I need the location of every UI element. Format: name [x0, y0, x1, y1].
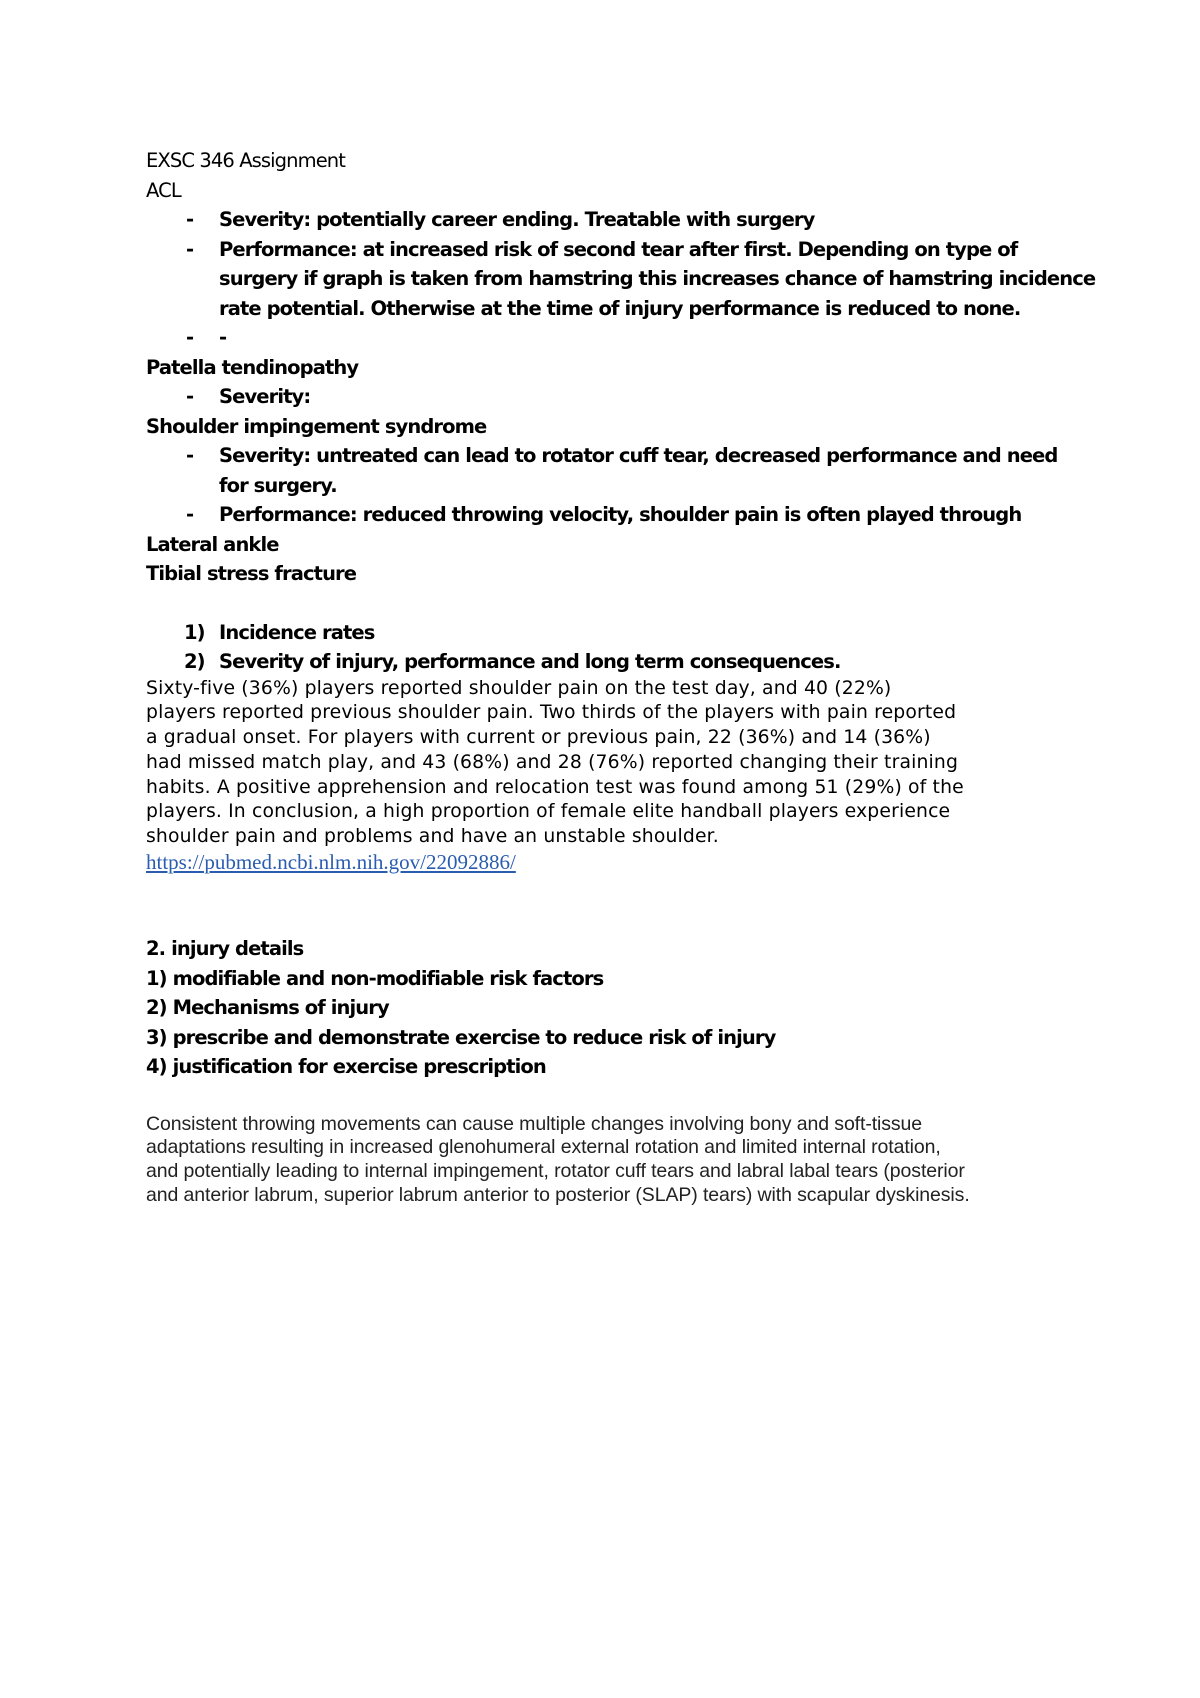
document-title: EXSC 346 Assignment — [146, 149, 345, 172]
abstract-line: shoulder pain and problems and have an unstable shoulder. — [146, 826, 719, 848]
abstract-line: Sixty-five (36%) players reported shoulder pain on the test day, and 40 (22%) — [146, 677, 892, 699]
acl-severity-item — [146, 205, 1076, 235]
shoulder-severity-item — [146, 441, 1076, 500]
shoulder-bullet-list — [146, 441, 1076, 530]
acl-severity-text: Severity: potentially career ending. Treatable with surgery — [219, 208, 815, 231]
spacer — [146, 1082, 1076, 1113]
bullet-dash: - — [186, 237, 194, 261]
item-text: Incidence rates — [219, 620, 375, 644]
item-number: 1) — [184, 620, 205, 644]
numbered-list — [146, 618, 1076, 677]
injury-details-item: 3) prescribe and demonstrate exercise to reduce risk of injury — [146, 1025, 776, 1049]
item-number: 2) — [184, 650, 205, 673]
acl-performance-line-1: Performance: at increased risk of second tear after first. Depending on type of — [219, 237, 1018, 261]
abstract-paragraph — [146, 677, 1076, 851]
pubmed-link[interactable]: https://pubmed.ncbi.nlm.nih.gov/22092886/ — [146, 850, 516, 875]
closing-line: and anterior labrum, superior labrum anterior to posterior (SLAP) tears) with scapular dyskinesis. — [146, 1183, 970, 1206]
lateral-ankle-heading: Lateral ankle — [146, 532, 279, 556]
bullet-dash: - — [186, 444, 194, 467]
abstract-line: habits. A positive apprehension and relocation test was found among 51 (29%) of the — [146, 776, 964, 798]
abstract-line: a gradual onset. For players with current or previous pain, 22 (36%) and 14 (36%) — [146, 727, 931, 749]
document-body — [146, 146, 1096, 1207]
closing-line: and potentially leading to internal impingement, rotator cuff tears and labral labal tears (posterior — [146, 1159, 965, 1182]
abstract-line: players reported previous shoulder pain. Two thirds of the players with pain reported — [146, 702, 957, 724]
tibial-heading: Tibial stress fracture — [146, 562, 357, 585]
injury-details-item: 4) justification for exercise prescription — [146, 1055, 546, 1079]
shoulder-severity-line-1: Severity: untreated can lead to rotator cuff tear, decreased performance and need — [219, 444, 1058, 467]
patella-severity-item — [146, 382, 1076, 412]
closing-line: Consistent throwing movements can cause multiple changes involving bony and soft-tissue — [146, 1112, 923, 1135]
shoulder-heading: Shoulder impingement syndrome — [146, 414, 487, 438]
abstract-line: had missed match play, and 43 (68%) and 28 (76%) reported changing their training — [146, 751, 959, 773]
closing-paragraph — [146, 1113, 1076, 1208]
injury-details-heading: 2. injury details — [146, 937, 304, 961]
acl-heading: ACL — [146, 178, 181, 202]
closing-line: adaptations resulting in increased glenohumeral external rotation and limited internal rotation, — [146, 1136, 941, 1159]
bullet-dash: - — [186, 385, 194, 408]
injury-details-item: 1) modifiable and non-modifiable risk factors — [146, 966, 604, 990]
bullet-dash: - — [186, 503, 194, 526]
patella-heading: Patella tendinopathy — [146, 355, 359, 379]
spacer — [146, 589, 1076, 618]
shoulder-performance-item — [146, 500, 1076, 530]
injury-details-item: 2) Mechanisms of injury — [146, 996, 389, 1020]
numbered-item — [146, 618, 1076, 648]
nested-dash: - — [219, 326, 227, 349]
acl-empty-item — [146, 323, 1076, 353]
acl-performance-line-2: surgery if graph is taken from hamstring this increases chance of hamstring incidence — [219, 267, 1096, 290]
spacer — [146, 874, 1076, 934]
bullet-dash: - — [186, 208, 194, 231]
bullet-dash: - — [186, 326, 194, 349]
acl-performance-item — [146, 235, 1096, 324]
patella-severity-text: Severity: — [219, 385, 311, 408]
abstract-line: players. In conclusion, a high proportion of female elite handball players experience — [146, 801, 951, 823]
patella-bullet-list — [146, 382, 1076, 412]
item-text: Severity of injury, performance and long term consequences. — [219, 650, 841, 673]
acl-performance-line-3: rate potential. Otherwise at the time of injury performance is reduced to none. — [219, 296, 1021, 320]
shoulder-severity-line-2: for surgery. — [219, 473, 337, 497]
shoulder-performance-text: Performance: reduced throwing velocity, shoulder pain is often played through — [219, 503, 1022, 526]
acl-bullet-list — [146, 205, 1096, 353]
numbered-item — [146, 647, 1076, 677]
